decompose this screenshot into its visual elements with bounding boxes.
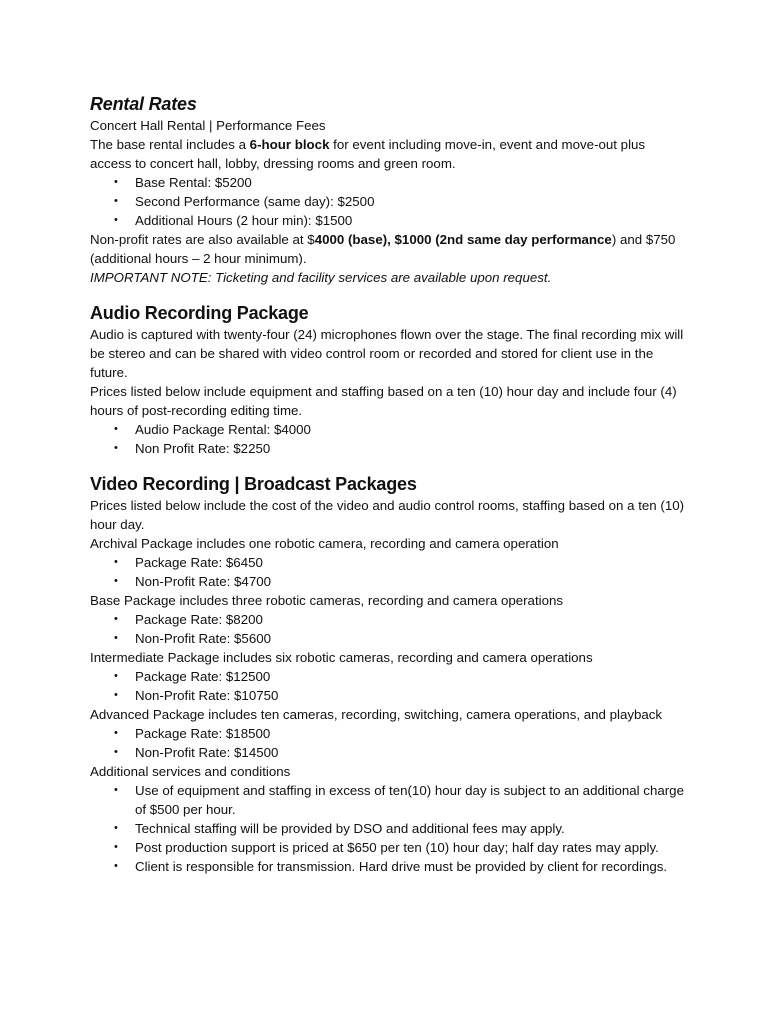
audio-recording-section [90,301,688,458]
list-item [114,781,688,819]
list-item-text: Base Rental: $5200 [135,175,252,190]
additional-services-list [90,781,688,876]
video-intro: Prices listed below include the cost of the video and audio control rooms, staffing based on a ten (10) hour day. [90,498,685,532]
video-heading: Video Recording | Broadcast Packages [90,474,417,494]
list-item-text: Second Performance (same day): $2500 [135,194,375,209]
list-item-text: Additional Hours (2 hour min): $1500 [135,213,353,228]
list-item-text: Non-Profit Rate: $4700 [135,574,272,589]
rental-rates-section [90,92,688,287]
archival-package-desc: Archival Package includes one robotic camera, recording and camera operation [90,536,559,551]
list-item-text: Non-Profit Rate: $14500 [135,745,279,760]
rental-rates-list [90,173,688,230]
list-item [114,211,688,230]
rental-intro-text: The base rental includes a [90,137,250,152]
base-package-desc: Base Package includes three robotic cameras, recording and camera operations [90,593,564,608]
list-item [114,173,688,192]
advanced-package-desc: Advanced Package includes ten cameras, recording, switching, camera operations, and playback [90,707,663,722]
list-item [114,629,688,648]
nonprofit-text-end: ) and $750 (additional hours – 2 hour minimum). [90,232,676,266]
audio-description: Audio is captured with twenty-four (24) microphones flown over the stage. The final recording mix will be stereo and can be shared with video control room or recorded and stored for client use in the future. [90,327,684,380]
list-item [114,420,688,439]
base-rates-list [90,610,688,648]
list-item [114,724,688,743]
rental-rates-heading: Rental Rates [90,94,197,114]
list-item [114,686,688,705]
list-item-text: Package Rate: $6450 [135,555,263,570]
list-item-text: Package Rate: $8200 [135,612,263,627]
bullet: • [114,727,118,739]
intermediate-package-desc: Intermediate Package includes six robotic cameras, recording and camera operations [90,650,593,665]
bullet: • [114,575,118,587]
list-item-text: Package Rate: $18500 [135,726,271,741]
bullet: • [114,632,118,644]
list-item-text: Non-Profit Rate: $10750 [135,688,279,703]
audio-heading: Audio Recording Package [90,303,309,323]
nonprofit-bold: 4000 (base), $1000 (2nd same day performance [314,232,612,247]
list-item [114,667,688,686]
list-item-text: Post production support is priced at $650 per ten (10) hour day; half day rates may apply. [135,840,659,855]
nonprofit-rates [90,230,688,268]
additional-services-desc: Additional services and conditions [90,764,291,779]
bullet: • [114,860,118,872]
list-item-text: Use of equipment and staffing in excess of ten(10) hour day is subject to an additional charge of $500 per hour. [135,783,684,817]
bullet: • [114,613,118,625]
bullet: • [114,195,118,207]
rental-subtitle: Concert Hall Rental | Performance Fees [90,118,326,133]
list-item [114,192,688,211]
list-item [114,819,688,838]
bullet: • [114,670,118,682]
nonprofit-text: Non-profit rates are also available at $ [90,232,315,247]
audio-pricing-note: Prices listed below include equipment and staffing based on a ten (10) hour day and include four (4) hours of post-recording editing time. [90,384,677,418]
list-item-text: Audio Package Rental: $4000 [135,422,311,437]
list-item-text: Technical staffing will be provided by DSO and additional fees may apply. [135,821,565,836]
intermediate-rates-list [90,667,688,705]
rental-intro-bold: 6-hour block [249,137,330,152]
bullet: • [114,689,118,701]
list-item [114,838,688,857]
advanced-rates-list [90,724,688,762]
rental-intro-text-end: for event including move-in, event and move-out plus access to concert hall, lobby, dressing rooms and green room. [90,137,646,171]
list-item-text: Client is responsible for transmission. Hard drive must be provided by client for recordings. [135,859,668,874]
bullet: • [114,822,118,834]
list-item [114,743,688,762]
rental-intro [90,135,688,173]
list-item [114,610,688,629]
list-item [114,439,688,458]
bullet: • [114,442,118,454]
list-item-text: Non Profit Rate: $2250 [135,441,271,456]
bullet: • [114,841,118,853]
list-item [114,572,688,591]
bullet: • [114,423,118,435]
list-item [114,857,688,876]
list-item [114,553,688,572]
bullet: • [114,176,118,188]
important-note: IMPORTANT NOTE: Ticketing and facility services are available upon request. [90,270,552,285]
bullet: • [114,214,118,226]
list-item-text: Non-Profit Rate: $5600 [135,631,272,646]
bullet: • [114,746,118,758]
list-item-text: Package Rate: $12500 [135,669,271,684]
audio-rates-list [90,420,688,458]
video-recording-section [90,472,688,876]
bullet: • [114,784,118,796]
bullet: • [114,556,118,568]
archival-rates-list [90,553,688,591]
